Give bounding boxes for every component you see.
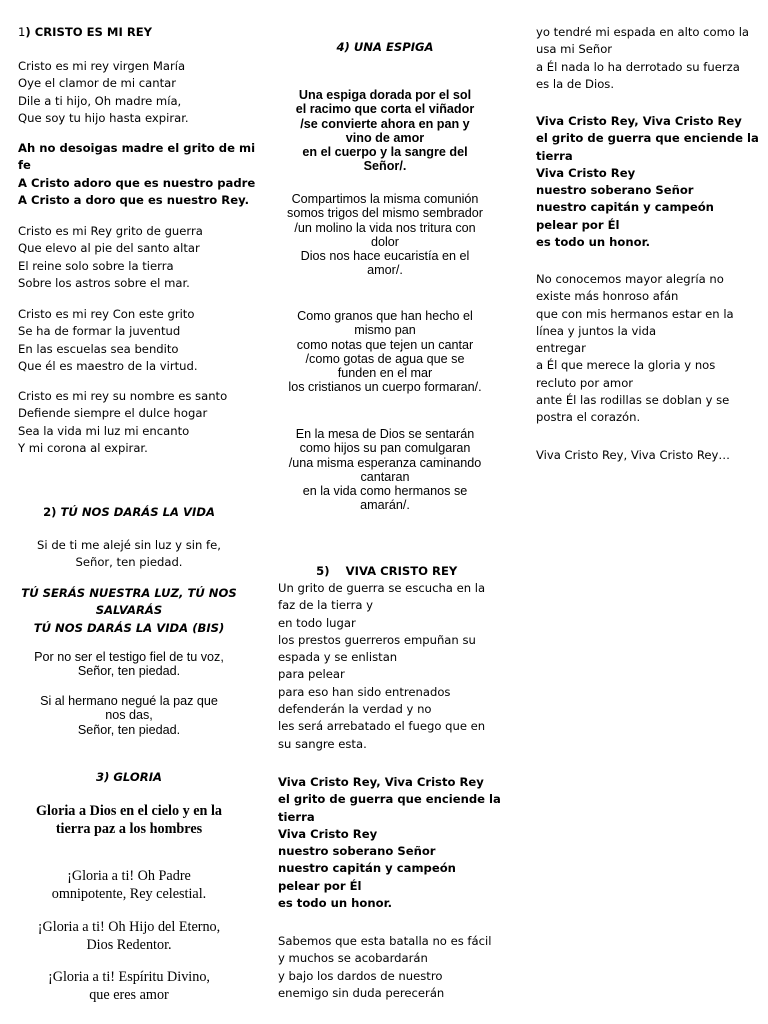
song-4-title [272, 39, 498, 56]
song-1-verse-3 [18, 306, 240, 375]
song-4-chorus [272, 88, 498, 174]
song-5-verse-2 [278, 933, 498, 1002]
lyric-line: Y mi corona al expirar. [18, 440, 148, 455]
lyric-line: que eres amor [89, 986, 169, 1003]
lyric-line: como hijos su pan comulgaran [299, 441, 471, 456]
lyric-line: Señor, ten piedad. [77, 664, 181, 679]
song-1-title [18, 24, 240, 41]
lyric-line: Un grito de guerra se escucha en la [278, 581, 486, 595]
lyric-line: Ah no desoigas madre el grito de mi [18, 141, 256, 155]
lyric-line: Que él es maestro de la virtud. [18, 358, 198, 373]
lyric-line: a Él que merece la gloria y nos [536, 358, 716, 373]
song-4-verse-1 [272, 192, 498, 278]
lyric-line: Cristo es mi rey Con este grito [18, 307, 195, 321]
song-3-title [18, 769, 240, 786]
lyric-line: El reine solo sobre la tierra [18, 258, 174, 273]
lyric-line: Viva Cristo Rey [278, 826, 378, 841]
lyric-line: Si de ti me alejé sin luz y sin fe, [37, 538, 221, 552]
lyric-line: tierra [278, 809, 315, 824]
song-4-verse-3 [272, 427, 498, 513]
lyric-line: Por no ser el testigo fiel de tu voz, [34, 650, 224, 664]
song-5-verse-2-cont [536, 24, 758, 93]
song-3-chorus [18, 803, 240, 838]
song-2-chorus [18, 585, 240, 637]
song-2-number: 2) [43, 505, 61, 519]
lyric-line: es todo un honor. [278, 896, 393, 911]
lyric-line: Defiende siempre el dulce hogar [18, 406, 208, 421]
lyric-line: entregar [536, 341, 586, 356]
lyric-line: que con mis hermanos estar en la [536, 306, 734, 321]
lyric-line: somos trigos del mismo sembrador [287, 206, 483, 221]
lyric-line: TÚ SERÁS NUESTRA LUZ, TÚ NOS [21, 586, 237, 600]
lyric-line: /se convierte ahora en pan y [300, 116, 470, 131]
lyric-line: Viva Cristo Rey, Viva Cristo Rey [278, 775, 484, 789]
lyric-line: Señor/. [363, 159, 407, 174]
lyric-line: en todo lugar [278, 615, 356, 630]
lyric-line: enemigo sin duda perecerán [278, 985, 445, 1000]
song-5-chorus [278, 774, 501, 912]
song-3-title-text: 3) GLORIA [96, 770, 162, 784]
lyric-line: nos das, [105, 708, 153, 723]
lyric-line: Viva Cristo Rey [536, 165, 636, 180]
lyric-line: su sangre esta. [278, 736, 367, 751]
lyric-line: usa mi Señor [536, 42, 613, 57]
lyric-line: Sabemos que esta batalla no es fácil [278, 934, 492, 948]
lyric-line: existe más honroso afán [536, 289, 679, 304]
lyric-line: tierra paz a los hombres [55, 820, 203, 837]
lyric-line: Oye el clamor de mi cantar [18, 76, 177, 91]
lyric-line: fe [18, 158, 31, 173]
lyric-line: mismo pan [354, 323, 416, 338]
lyric-line: A Cristo a doro que es nuestro Rey. [18, 192, 249, 207]
song-1-verse-1 [18, 58, 240, 127]
lyric-line: ¡Gloria a ti! Oh Padre [67, 868, 191, 884]
lyric-line: TÚ NOS DARÁS LA VIDA (BIS) [33, 620, 225, 635]
song-5-closing [536, 447, 758, 464]
lyric-line: les será arrebatado el fuego que en [278, 719, 486, 734]
lyric-line: es la de Dios. [536, 76, 615, 91]
lyric-line: ¡Gloria a ti! Espíritu Divino, [48, 969, 210, 985]
song-3-verse-3 [18, 969, 240, 1004]
lyric-line: Si al hermano negué la paz que [40, 694, 218, 708]
lyric-line: Sea la vida mi luz mi encanto [18, 423, 190, 438]
lyric-line: A Cristo adoro que es nuestro padre [18, 175, 256, 190]
song-5-title-text: 5) VIVA CRISTO REY [316, 564, 458, 579]
lyric-line: ante Él las rodillas se doblan y se [536, 393, 730, 408]
lyric-line: en el cuerpo y la sangre del [302, 145, 468, 160]
song-5-verse-1 [278, 580, 498, 753]
lyric-line: SALVARÁS [95, 603, 163, 618]
lyric-line: Se ha de formar la juventud [18, 324, 181, 339]
song-2-verse-2 [18, 650, 240, 679]
lyric-line: postra el corazón. [536, 410, 641, 425]
lyric-line: amor/. [367, 263, 403, 278]
lyric-line: Viva Cristo Rey, Viva Cristo Rey [536, 114, 742, 128]
song-3-verse-1 [18, 868, 240, 903]
lyric-line: vino de amor [345, 130, 425, 145]
lyric-line: ¡Gloria a ti! Oh Hijo del Eterno, [37, 919, 221, 935]
lyric-line: omnipotente, Rey celestial. [51, 885, 207, 902]
lyric-line: tierra [536, 148, 573, 163]
lyric-line: para pelear [278, 667, 345, 682]
lyric-line: el grito de guerra que enciende la [536, 131, 759, 146]
lyric-line: Gloria a Dios en el cielo y en la [36, 803, 222, 819]
lyric-line: y muchos se acobardarán [278, 951, 428, 966]
song-1-verse-2 [18, 223, 240, 292]
lyric-line: /una misma esperanza caminando [288, 455, 482, 470]
song-2-title-text: TÚ NOS DARÁS LA VIDA [60, 505, 215, 519]
song-2-title [18, 504, 240, 521]
lyric-line: a Él nada lo ha derrotado su fuerza [536, 59, 740, 74]
song-5-verse-3 [536, 271, 758, 427]
lyric-line: Dile a ti hijo, Oh madre mía, [18, 93, 182, 108]
lyric-line: nuestro soberano Señor [536, 183, 694, 198]
lyric-line: espada y se enlistan [278, 650, 398, 665]
song-1-number: 1 [18, 25, 26, 39]
lyric-line: En las escuelas sea bendito [18, 341, 179, 356]
lyric-line: Dios Redentor. [86, 936, 172, 953]
lyric-line: Dios nos hace eucaristía en el [300, 249, 470, 264]
lyric-line: el racimo que corta el viñador [295, 102, 475, 117]
lyric-line: Que elevo al pie del santo altar [18, 241, 200, 256]
lyric-line: nuestro capitán y campeón [536, 200, 714, 215]
lyric-line: Cristo es mi rey virgen María [18, 59, 186, 73]
lyric-line: el grito de guerra que enciende la [278, 792, 501, 807]
lyric-line: es todo un honor. [536, 235, 651, 250]
lyric-line: No conocemos mayor alegría no [536, 272, 724, 286]
lyric-line: para eso han sido entrenados [278, 684, 451, 699]
lyric-line: amarán/. [360, 498, 410, 513]
lyric-line: los prestos guerreros empuñan su [278, 632, 476, 647]
lyric-line: nuestro capitán y campeón [278, 861, 456, 876]
song-5-chorus-2 [536, 113, 758, 251]
lyric-line: Como granos que han hecho el [297, 309, 473, 323]
lyric-line: Sobre los astros sobre el mar. [18, 275, 190, 290]
lyric-line: En la mesa de Dios se sentarán [295, 427, 475, 441]
song-2-verse-1 [18, 537, 240, 572]
lyric-line: cantaran [360, 469, 410, 484]
lyric-line: pelear por Él [278, 878, 362, 893]
lyric-line: Viva Cristo Rey, Viva Cristo Rey… [536, 448, 731, 462]
lyric-line: funden en el mar [337, 366, 433, 381]
lyric-line: Compartimos la misma comunión [291, 192, 479, 206]
song-4-verse-2 [272, 309, 498, 395]
lyric-line: defenderán la verdad y no [278, 702, 432, 717]
lyric-line: dolor [370, 234, 399, 249]
lyric-line: nuestro soberano Señor [278, 844, 436, 859]
lyric-line: /un molino la vida nos tritura con [294, 220, 476, 235]
lyric-line: en la vida como hermanos se [302, 484, 468, 499]
song-3-verse-2 [18, 919, 240, 954]
lyric-line: Señor, ten piedad. [75, 555, 183, 570]
lyric-line: Una espiga dorada por el sol [298, 88, 472, 102]
lyric-line: Cristo es mi Rey grito de guerra [18, 224, 203, 238]
lyric-line: pelear por Él [536, 217, 620, 232]
lyric-line: faz de la tierra y [278, 598, 374, 613]
lyric-line: Que soy tu hijo hasta expirar. [18, 110, 189, 125]
lyric-line: yo tendré mi espada en alto como la [536, 25, 750, 39]
song-2-verse-3 [18, 694, 240, 737]
lyric-line: como notas que tejen un cantar [296, 337, 474, 352]
lyric-line: y bajo los dardos de nuestro [278, 968, 443, 983]
lyric-line: Señor, ten piedad. [77, 722, 181, 737]
song-4-title-text: 4) UNA ESPIGA [336, 40, 434, 54]
song-1-verse-4 [18, 388, 240, 457]
song-1-chorus [18, 140, 256, 209]
lyric-line: línea y juntos la vida [536, 323, 657, 338]
lyric-line: los cristianos un cuerpo formaran/. [288, 380, 482, 395]
lyric-line: /como gotas de agua que se [305, 351, 465, 366]
lyric-line: Cristo es mi rey su nombre es santo [18, 389, 228, 403]
song-1-title-text: ) CRISTO ES MI REY [25, 25, 153, 39]
lyric-line: recluto por amor [536, 375, 634, 390]
